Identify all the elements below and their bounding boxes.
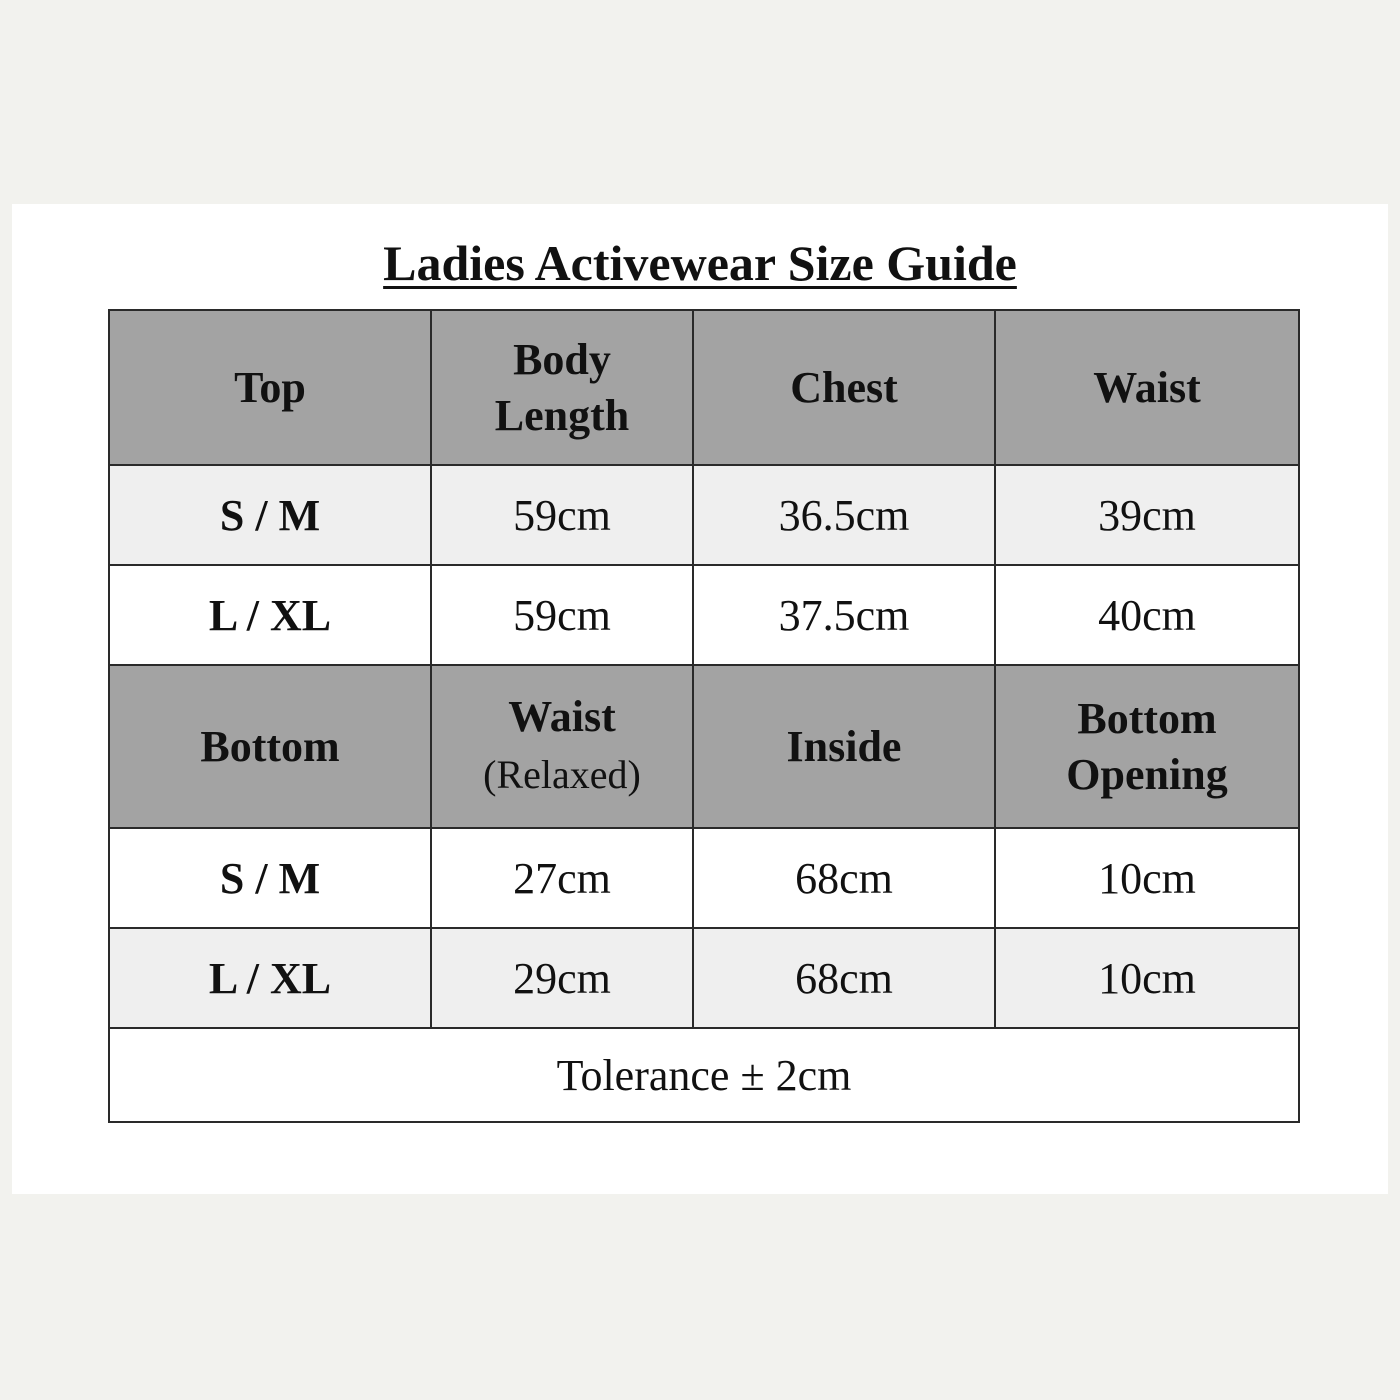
waist-cell: 27cm (431, 828, 693, 928)
bottom-opening-cell: 10cm (995, 828, 1299, 928)
table-row (109, 565, 1299, 665)
tolerance-note: Tolerance ± 2cm (109, 1028, 1299, 1122)
header-chest: Chest (693, 310, 995, 465)
top-header-row (109, 310, 1299, 465)
header-waist-label: Waist (508, 691, 616, 741)
size-cell: L / XL (109, 928, 431, 1028)
bottom-opening-cell: 10cm (995, 928, 1299, 1028)
body-length-cell: 59cm (431, 465, 693, 565)
inside-cell: 68cm (693, 828, 995, 928)
header-bottom-opening (995, 665, 1299, 828)
header-waist-note: (Relaxed) (483, 751, 641, 797)
table-row (109, 928, 1299, 1028)
header-waist-relaxed (431, 665, 693, 828)
size-cell: L / XL (109, 565, 431, 665)
size-table (108, 309, 1300, 1123)
body-length-cell: 59cm (431, 565, 693, 665)
page-title: Ladies Activewear Size Guide (383, 235, 1017, 291)
chest-cell: 37.5cm (693, 565, 995, 665)
waist-cell: 39cm (995, 465, 1299, 565)
inside-cell: 68cm (693, 928, 995, 1028)
header-body-length (431, 310, 693, 465)
size-cell: S / M (109, 828, 431, 928)
header-body-length-label: Body Length (494, 334, 630, 440)
tolerance-row (109, 1028, 1299, 1122)
header-inside: Inside (693, 665, 995, 828)
header-bottom-opening-label: Bottom Opening (1066, 693, 1228, 799)
header-bottom: Bottom (109, 665, 431, 828)
waist-cell: 29cm (431, 928, 693, 1028)
bottom-header-row (109, 665, 1299, 828)
header-waist: Waist (995, 310, 1299, 465)
waist-cell: 40cm (995, 565, 1299, 665)
size-cell: S / M (109, 465, 431, 565)
table-row (109, 828, 1299, 928)
chest-cell: 36.5cm (693, 465, 995, 565)
header-top: Top (109, 310, 431, 465)
table-row (109, 465, 1299, 565)
